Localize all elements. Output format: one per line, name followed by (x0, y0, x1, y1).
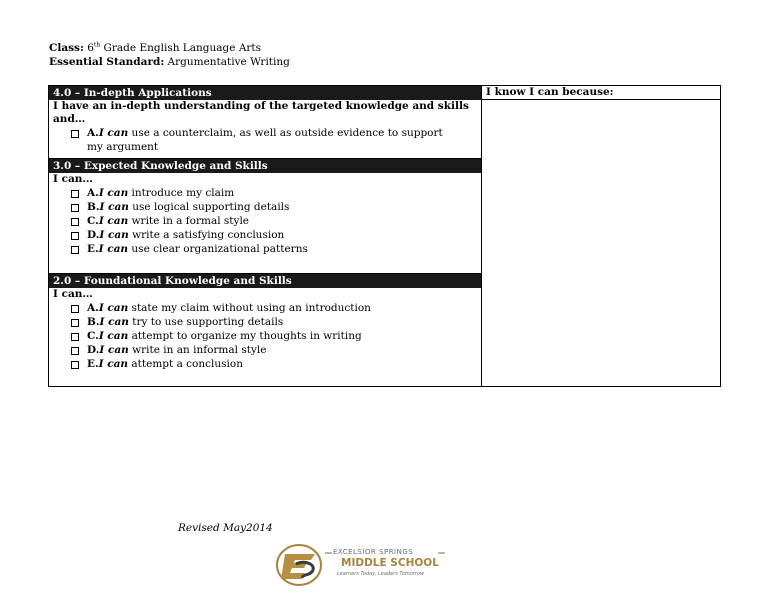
criteria-item (49, 315, 481, 329)
i-can-text: I can (99, 229, 129, 241)
criteria-item (49, 228, 481, 242)
revised-date: Revised May2014 (178, 522, 273, 534)
criteria-item (49, 214, 481, 228)
criteria-text: attempt to organize my thoughts in writing (128, 330, 362, 342)
school-logo (275, 540, 450, 590)
criteria-text: try to use supporting details (128, 316, 284, 328)
checkbox-icon[interactable] (71, 347, 79, 355)
i-can-text: I can (98, 243, 129, 255)
i-can-text: I can (99, 201, 129, 213)
i-can-text: I can (98, 302, 129, 314)
i-can-text: I can (98, 358, 129, 370)
checkbox-icon[interactable] (71, 204, 79, 212)
class-name: Grade English Language Arts (100, 42, 262, 54)
checkbox-icon[interactable] (71, 218, 79, 226)
section-heading: 4.0 – In-depth Applications (49, 86, 481, 100)
i-can-text: I can (98, 330, 129, 342)
evidence-column (482, 86, 720, 386)
criteria-text: use clear organizational patterns (128, 243, 308, 255)
criteria-letter: E. (87, 358, 99, 370)
checkbox-icon[interactable] (71, 319, 79, 327)
logo-line-2: MIDDLE SCHOOL (341, 557, 439, 569)
i-can-text: I can (98, 187, 129, 199)
criteria-text: write in a formal style (128, 215, 250, 227)
criteria-letter: A. (87, 127, 99, 139)
checkbox-icon[interactable] (71, 305, 79, 313)
criteria-item (49, 242, 481, 256)
criteria-text: write in an informal style (128, 344, 267, 356)
criteria-item (49, 343, 481, 357)
logo-tagline: Learners Today, Leaders Tomorrow (337, 571, 425, 577)
rubric-section (49, 158, 481, 273)
checkbox-icon[interactable] (71, 361, 79, 369)
class-label: Class: (49, 42, 84, 54)
section-heading: 3.0 – Expected Knowledge and Skills (49, 159, 481, 173)
criteria-letter: C. (87, 330, 99, 342)
standard-line (49, 55, 290, 69)
criteria-text: attempt a conclusion (128, 358, 243, 370)
section-intro: I have an in-depth understanding of the targeted knowledge and skills and… (53, 100, 469, 125)
class-line (49, 41, 290, 55)
i-can-text: I can (99, 344, 129, 356)
criteria-item (49, 329, 481, 343)
checkbox-icon[interactable] (71, 232, 79, 240)
checkbox-icon[interactable] (71, 190, 79, 198)
rubric-table (48, 85, 721, 387)
class-grade: 6 (87, 42, 94, 54)
criteria-letter: E. (87, 243, 99, 255)
rubric-levels-column (49, 86, 482, 386)
criteria-list (49, 301, 481, 371)
criteria-letter: A. (87, 187, 99, 199)
section-heading: 2.0 – Foundational Knowledge and Skills (49, 274, 481, 288)
section-intro: I can… (53, 173, 93, 185)
i-can-text: I can (99, 316, 129, 328)
criteria-item (49, 357, 481, 371)
criteria-letter: A. (87, 302, 99, 314)
criteria-item (49, 186, 481, 200)
standard-label: Essential Standard: (49, 56, 165, 68)
criteria-letter: B. (87, 316, 100, 328)
criteria-item (49, 126, 481, 154)
i-can-text: I can (98, 215, 129, 227)
i-can-text: I can (98, 127, 129, 139)
rubric-section (49, 273, 481, 371)
criteria-text: use logical supporting details (128, 201, 290, 213)
class-grade-suffix: th (93, 41, 101, 49)
criteria-text: introduce my claim (128, 187, 235, 199)
criteria-letter: D. (87, 344, 100, 356)
criteria-list (49, 126, 481, 154)
logo-line-1: EXCELSIOR SPRINGS (333, 548, 414, 556)
checkbox-icon[interactable] (71, 130, 79, 138)
criteria-text: use a counterclaim, as well as outside evidence to support my argument (87, 127, 443, 153)
criteria-text: state my claim without using an introduction (128, 302, 371, 314)
criteria-letter: D. (87, 229, 100, 241)
es-emblem-icon (275, 540, 325, 588)
section-intro: I can… (53, 288, 93, 300)
criteria-list (49, 186, 481, 256)
criteria-letter: B. (87, 201, 100, 213)
criteria-text: write a satisfying conclusion (128, 229, 285, 241)
checkbox-icon[interactable] (71, 246, 79, 254)
criteria-item (49, 200, 481, 214)
criteria-letter: C. (87, 215, 99, 227)
document-header (49, 41, 290, 69)
standard-value: Argumentative Writing (164, 56, 290, 68)
checkbox-icon[interactable] (71, 333, 79, 341)
rubric-section (49, 86, 481, 158)
criteria-item (49, 301, 481, 315)
evidence-heading: I know I can because: (482, 86, 720, 100)
